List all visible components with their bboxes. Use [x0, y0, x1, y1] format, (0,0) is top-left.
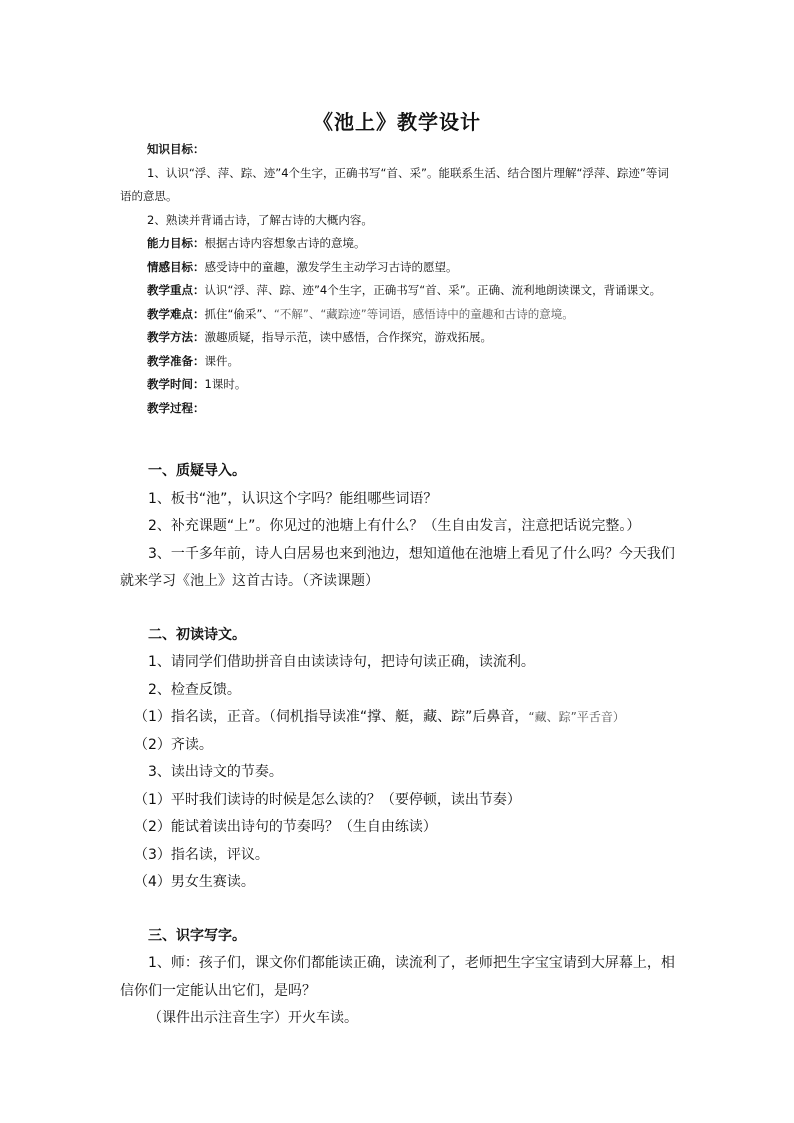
emotion-label: 情感目标：: [147, 259, 205, 274]
part1-item: 1、板书“池”，认识这个字吗？能组哪些词语？: [148, 490, 438, 507]
spacer: [120, 596, 680, 622]
method-label: 教学方法：: [147, 330, 205, 344]
teaching-process: [120, 397, 680, 421]
teaching-difficulty: [120, 303, 680, 327]
part3-item1: 1、师：孩子们，课文你们都能读正确，读流利了，老师把生字宝宝请到大屏幕上，相信你们一定能认出它们，是吗？: [120, 955, 675, 999]
difficulty-label: 教学难点：: [147, 306, 205, 321]
process-section: [120, 458, 680, 1033]
part2-item2-sub1-b: “藏、踪”平舌音）: [528, 710, 625, 724]
part2-item3-sub: （3）指名读，评议。: [134, 846, 269, 863]
teaching-preparation: [120, 350, 680, 374]
time-text: 1课时。: [204, 377, 247, 391]
emotion-text: 感受诗中的童趣，激发学生主动学习古诗的愿望。: [204, 259, 458, 274]
part2-item2-sub1-a: （1）指名读，正音。（伺机指导读准“撑、艇，藏、踪”后鼻音，: [134, 709, 529, 725]
difficulty-text-a: 抓住“偷采”、: [204, 306, 274, 321]
difficulty-text-b: “不解”、“藏踪迹”等词语，感悟诗中的童趣和古诗的意境。: [273, 306, 574, 321]
process-label: 教学过程：: [147, 400, 205, 415]
teaching-key-point: [120, 279, 680, 303]
part1-item: 2、补充课题“上”。你见过的池塘上有什么？（生自由发言，注意把话说完整。）: [148, 518, 641, 534]
objectives-section: [120, 138, 680, 420]
emotion-objective: [120, 256, 680, 280]
ability-label: 能力目标：: [147, 236, 205, 250]
ability-text: 根据古诗内容想象古诗的意境。: [204, 236, 366, 250]
document-title: 《池上》教学设计: [313, 110, 481, 134]
prep-text: 课件。: [204, 353, 239, 368]
part3-heading: 三、识字写字。: [148, 927, 246, 944]
spacer: [120, 897, 680, 923]
prep-label: 教学准备：: [147, 353, 205, 368]
part2-item3: 3、读出诗文的节奏。: [148, 764, 283, 780]
teaching-method: [120, 326, 680, 350]
knowledge-objective-1: 1、认识“浮、萍、踪、迹”4个生字，正确书写“首、采”。能联系生活、结合图片理解“浮萍、踪迹”等词语的意思。: [120, 165, 669, 203]
part2-heading: 二、初读诗文。: [148, 626, 246, 643]
part1-item: 3、一千多年前，诗人白居易也来到池边，想知道他在池塘上看见了什么吗？今天我们就来学习《池上》这首古诗。（齐读课题）: [120, 545, 675, 589]
ability-objective: [120, 232, 680, 256]
part2-item1: 1、请同学们借助拼音自由读读诗句，把诗句读正确，读流利。: [148, 654, 535, 670]
part2-item3-sub: （4）男女生赛读。: [134, 874, 255, 890]
method-text: 激趣质疑，指导示范，读中感悟，合作探究，游戏拓展。: [204, 330, 492, 344]
knowledge-objective-2: 2、熟读并背诵古诗，了解古诗的大概内容。: [147, 212, 373, 227]
part2-item2-sub1: [120, 704, 680, 732]
part2-item3-sub: （2）能试着读出诗句的节奏吗？（生自由练读）: [134, 819, 437, 835]
key-text: 认识“浮、萍、踪、迹”4个生字，正确书写“首、采”。正确、流利地朗读课文，背诵课文。: [204, 283, 662, 297]
knowledge-label: 知识目标：: [147, 142, 205, 156]
time-label: 教学时间：: [147, 377, 205, 391]
part2-item2: 2、检查反馈。: [148, 681, 241, 698]
part3-item1-note: （课件出示注音生字）开火车读。: [148, 1010, 358, 1026]
part2-item2-sub2: （2）齐读。: [134, 736, 213, 753]
teaching-time: [120, 373, 680, 397]
knowledge-objective-label: [120, 138, 680, 162]
key-label: 教学重点：: [147, 283, 205, 297]
part1-heading: 一、质疑导入。: [148, 463, 246, 479]
part2-item3-sub: （1）平时我们读诗的时候是怎么读的？（要停顿，读出节奏）: [134, 791, 521, 808]
